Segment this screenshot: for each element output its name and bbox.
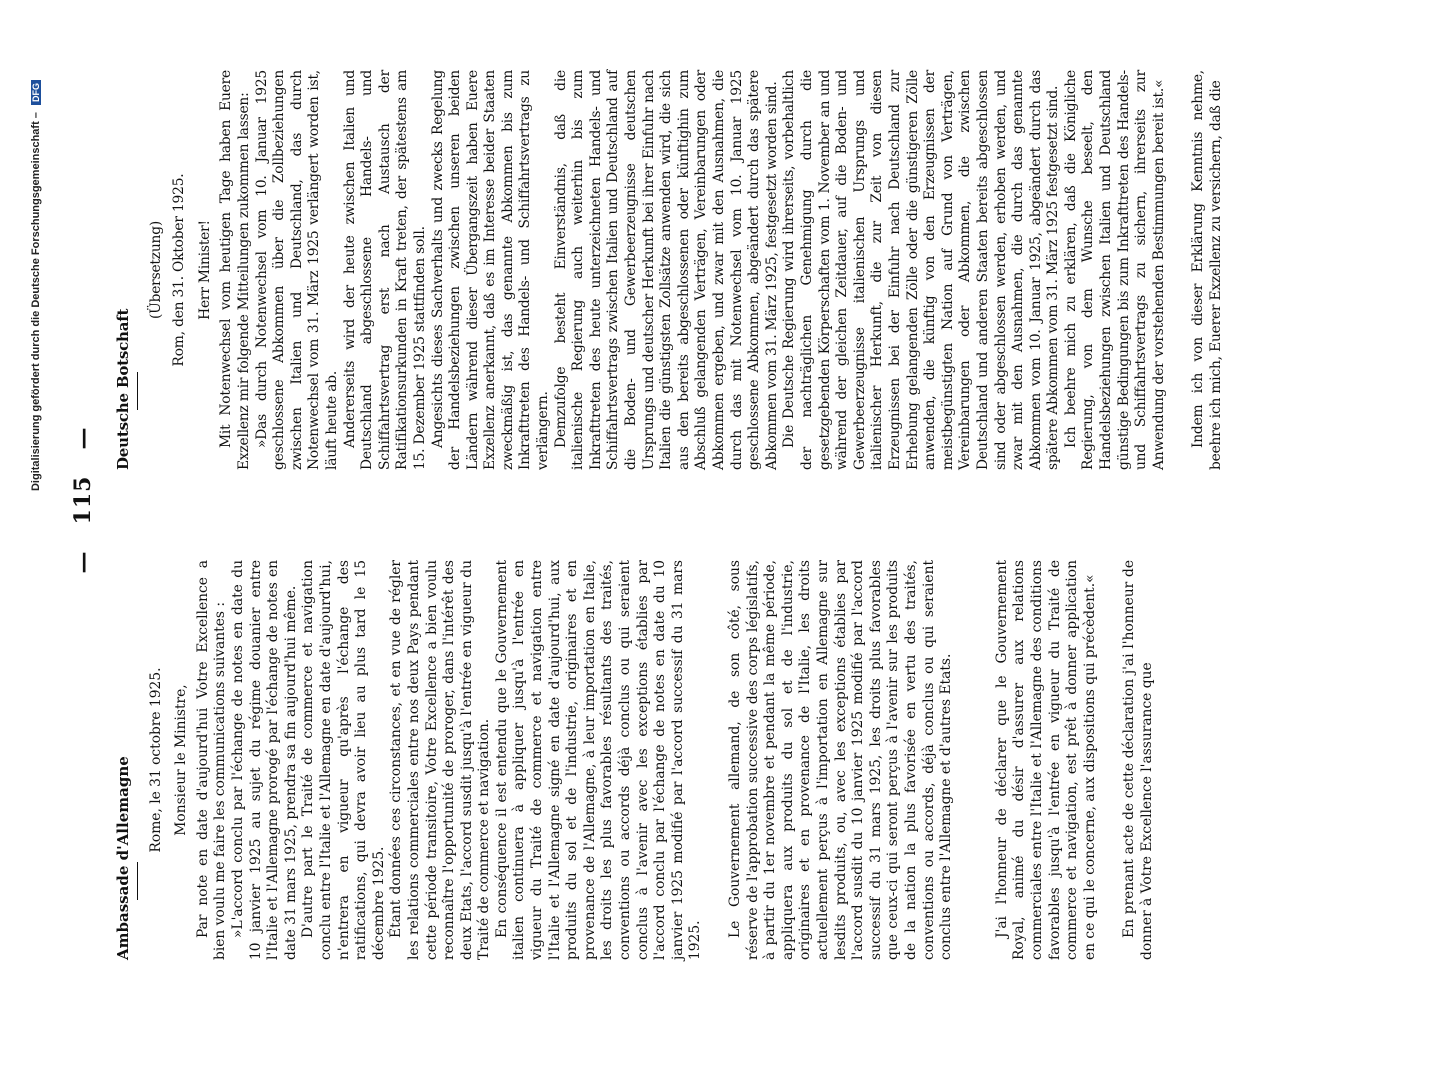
german-paragraph: Mit Notenwechsel vom heutigen Tage haben Euere Exzellenz mir folgende Mitteilungen zukommen lassen:	[218, 70, 252, 470]
german-paragraph: Angesichts dieses Sachverhalts und zwecks Regelung der Handelsbeziehungen zwischen unseren beiden Ländern während dieser Übergangszeit haben Euere Exzellenz anerkannt, daß es im Interesse beider Staaten zweckmäßig ist, das genannte Abkommen bis zum Inkrafttreten des Handels- und Schiffahrtsvertrags zu verlängern.	[429, 70, 552, 470]
french-paragraph: En conséquence il est entendu que le Gouvernement italien continuera à appliquer jusqu'à l'entrée en vigueur du Traité de commerce et navigation entre l'Italie et l'Allemagne signé en date d'aujourd'hui, aux produits du sol et de l'industrie, originaires et en provenance de l'Allemagne, à leur importation en Italie, les droits les plus favorables résultants des traités, conventions ou accords déjà conclus ou qui seraient conclus à l'avenir avec les exceptions établies par l'accord conclu par l'échange de notes en date du 10 janvier 1925 modifié par l'accord successif du 31 mars 1925.	[493, 560, 704, 960]
heading-rule	[137, 372, 138, 410]
french-paragraph: D'autre part le Traité de commerce et navigation conclu entre l'Italie et l'Allemagne en date d'aujourd'hui, n'entrera en vigueur qu'après l'échange des ratifications, qui devra avoir lieu au plus tard le 15 décembre 1925.	[300, 560, 387, 960]
heading-rule	[137, 862, 138, 900]
french-salute: Monsieur le Ministre,	[173, 684, 190, 836]
french-paragraph: J'ai l'honneur de déclarer que le Gouvernement Royal, animé du désir d'assurer aux relations commerciales entre l'Italie et l'Allemagne des conditions favorables jusqu'à l'entrée en vigueur du Traité de commerce et navigation, est prêt à donner application en ce qui le concerne, aux dispositions qui précèdent.«	[993, 560, 1098, 960]
dash-left: —	[70, 550, 96, 574]
dfg-logo: DFG	[31, 80, 41, 105]
german-column	[115, 70, 1226, 470]
dash-right: —	[70, 426, 96, 450]
page-number: 115	[70, 475, 96, 525]
german-paragraph: »Das durch Notenwechsel vom 10. Januar 1925 geschlossene Abkommen über die Zollbeziehungen zwischen Italien und Deutschland, das durch Notenwechsel vom 31. März 1925 verlängert worden ist, läuft heute ab.	[253, 70, 340, 470]
german-translation-note: (Übersetzung)	[147, 220, 164, 320]
french-paragraph: Le Gouvernement allemand, de son côté, sous réserve de l'approbation successive des corps législatifs, à partir du 1er novembre et pendant la même période, appliquera aux produits du sol et de l'industrie, originaires et en provenance de l'Italie, les droits actuellement perçus à l'importation en Allemagne sur lesdits produits, ou, avec les exceptions établies par l'accord susdit du 10 janvier 1925 modifié par l'accord successif du 31 mars 1925, les droits plus favorables que ceux-ci qui seront perçus à l'avenir sur les produits de la nation la plus favorisée en vertu des traités, conventions ou accords, déjà conclus ou qui seraient conclus entre l'Allemagne et d'autres Etats.	[727, 560, 955, 960]
french-paragraph: Étant données ces circonstances, et en vue de régler les relations commerciales entre nos deux Pays pendant cette période transitoire, Votre Excellence a bien voulu reconnaître l'opportunité de proroger, dans l'intérêt des deux Etats, l'accord susdit jusqu'à l'entrée en vigueur du Traité de commerce et navigation.	[388, 560, 493, 960]
german-paragraph: Indem ich von dieser Erklärung Kenntnis nehme, beehre ich mich, Euerer Exzellenz zu versichern, daß die	[1190, 70, 1225, 470]
french-paragraph: Par note en date d'aujourd'hui Votre Excellence a bien voulu me faire les communications suivantes :	[194, 560, 229, 960]
german-paragraph: Die Deutsche Regierung wird ihrerseits, vorbehaltlich der nachträglichen Genehmigung durch die gesetzgebenden Körperschaften vom 1. November an und während der gleichen Zeitdauer, auf die Boden- und Gewerbeerzeugnisse italienischen Ursprungs und italienischer Herkunft, die zur Zeit von diesen Erzeugnissen bei der Einfuhr nach Deutschland zur Erhebung gelangenden Zölle oder die günstigeren Zölle anwenden, die künftig von den Erzeugnissen der meistbegünstigten Nation auf Grund von Verträgen, Vereinbarungen oder Abkommen, die zwischen Deutschland und anderen Staaten bereits abgeschlossen sind oder abgeschlossen werden, erhoben werden, und zwar mit den Ausnahmen, die durch das genannte Abkommen vom 10. Januar 1925, abgeändert durch das spätere Abkommen vom 31. März 1925 festgesetzt sind.	[781, 70, 1062, 470]
german-paragraph: Ich beehre mich zu erklären, daß die Königliche Regierung, von dem Wunsche beseelt, den Handelsbeziehungen zwischen Italien und Deutschland günstige Bedingungen bis zum Inkrafttreten des Handels- und Schiffahrtsvertrags zu sichern, ihrerseits zur Anwendung der vorstehenden Bestimmungen bereit ist.«	[1062, 70, 1167, 470]
french-paragraph: En prenant acte de cette déclaration j'ai l'honneur de donner à Votre Excellence l'assurance que	[1121, 560, 1155, 960]
french-column	[115, 560, 1156, 960]
french-paragraph: »L'accord conclu par l'échange de notes en date du 10 janvier 1925 au sujet du régime douanier entre l'Italie et l'Allemagne prorogé par l'échange de notes en date 31 mars 1925, prendra sa fin aujourd'hui même.	[229, 560, 299, 960]
german-salute: Herr Minister!	[196, 220, 213, 320]
german-date: Rom, den 31. Oktober 1925.	[171, 173, 188, 367]
german-paragraph: Demzufolge besteht Einverständnis, daß die italienische Regierung auch weiterhin bis zum Inkrafttreten des heute unterzeichneten Handels- und Schiffahrtsvertrags zwischen Italien und Deutschland auf die Boden- und Gewerbeerzeugnisse deutschen Ursprungs und deutscher Herkunft bei ihrer Einfuhr nach Italien die günstigsten Zollsätze anwenden wird, die sich aus den bereits abgeschlossenen oder künftighin zum Abschluß gelangenden Verträgen, Vereinbarungen oder Abkommen ergeben, und zwar mit den Ausnahmen, die durch das mit Notenwechsel vom 10. Januar 1925 geschlossene Abkommen, abgeändert durch das spätere Abkommen vom 31. März 1925, festgesetzt worden sind.	[552, 70, 780, 470]
page-number-header	[70, 0, 96, 1000]
german-heading: Deutsche Botschaft	[114, 308, 132, 470]
french-date: Rome, le 31 octobre 1925.	[147, 667, 164, 853]
digitization-text: Digitalisierung gefördert durch die Deutsche Forschungsgemeinschaft –	[30, 112, 42, 492]
german-paragraph: Andererseits wird der heute zwischen Italien und Deutschland abgeschlossene Handels- und Schiffahrtsvertrag erst nach Austausch der Ratifikationsurkunden in Kraft treten, der spätestens am 15. Dezember 1925 stattfinden soll.	[341, 70, 428, 470]
french-heading: Ambassade d'Allemagne	[114, 756, 132, 960]
